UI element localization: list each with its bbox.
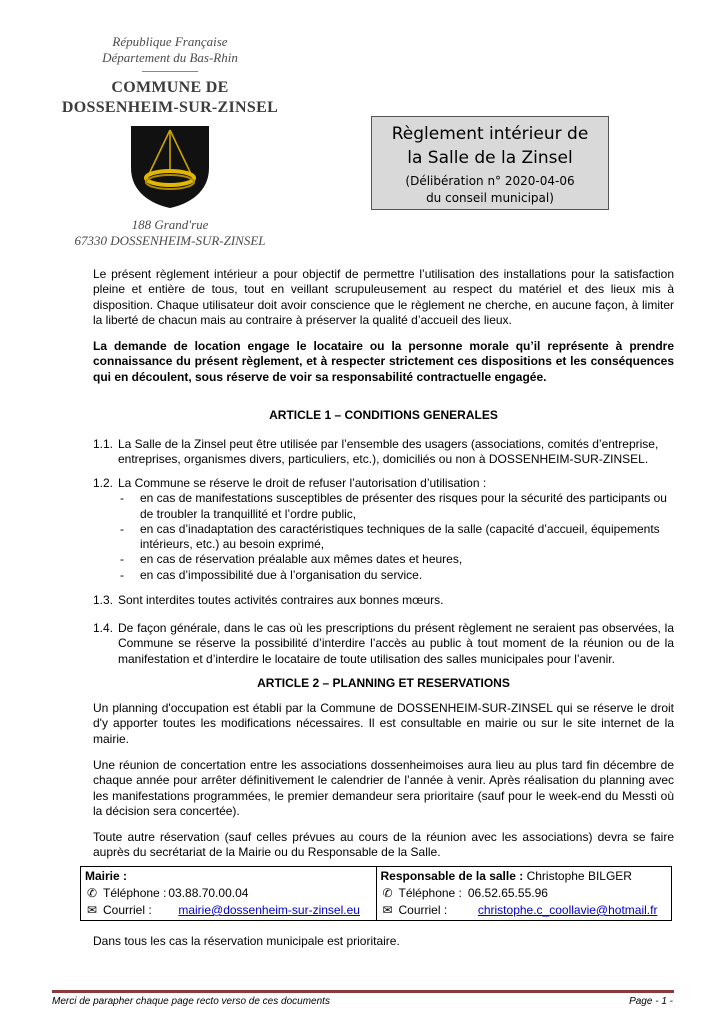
closing-note: Dans tous les cas la réservation municipale est prioritaire. — [93, 934, 400, 948]
document-title-box — [371, 116, 609, 210]
responsable-title: Responsable de la salle : — [380, 869, 524, 883]
article-1-heading: ARTICLE 1 – CONDITIONS GENERALES — [269, 408, 498, 422]
clause-number: 1.3. — [93, 593, 114, 607]
department-label: Département du Bas-Rhin — [102, 50, 238, 65]
mairie-mail-row — [85, 902, 372, 919]
clause-text: Sont interdites toutes activités contraires aux bonnes mœurs. — [118, 593, 444, 607]
responsable-contact-cell — [376, 867, 672, 921]
responsable-phone-value: 06.52.65.55.96 — [467, 886, 548, 900]
mairie-phone-value: 03.88.70.00.04 — [168, 886, 249, 900]
article-2-heading: ARTICLE 2 – PLANNING ET RESERVATIONS — [257, 676, 510, 690]
address-line-2: 67330 DOSSENHEIM-SUR-ZINSEL — [74, 233, 266, 248]
list-item: - en cas d’inadaptation des caractéristiques techniques de la salle (capacité d’accueil, équipements intérieurs, etc.) au besoin exprimé, — [93, 522, 674, 553]
clause-text: La Commune se réserve le droit de refuser l’autorisation d’utilisation : — [118, 476, 487, 490]
republic-label: République Française — [112, 34, 228, 49]
refusal-list — [93, 491, 674, 583]
mail-icon: ✉ — [382, 903, 393, 917]
mairie-contact-cell — [81, 867, 377, 921]
header-divider — [142, 71, 198, 72]
title-line-2: la Salle de la Zinsel — [407, 148, 573, 168]
mairie-email-link[interactable]: mairie@dossenheim-sur-zinsel.eu — [178, 903, 360, 917]
footer-divider — [52, 990, 674, 993]
list-item: - en cas de réservation préalable aux mêmes dates et heures, — [93, 552, 674, 567]
responsable-email-link[interactable]: christophe.c_coollavie@hotmail.fr — [477, 903, 658, 917]
mail-label: Courriel : — [398, 903, 448, 917]
coat-of-arms-icon — [129, 124, 211, 210]
address-line-1: 188 Grand'rue — [131, 217, 209, 232]
clause-number: 1.1. — [93, 437, 114, 451]
phone-icon: ✆ — [86, 886, 98, 900]
responsable-name: Christophe BILGER — [526, 869, 632, 883]
mail-label: Courriel : — [103, 903, 152, 917]
clause-number: 1.4. — [93, 621, 114, 635]
commune-header — [40, 34, 300, 249]
list-item: - en cas d’impossibilité due à l’organisation du service. — [93, 568, 674, 583]
intro-bold-paragraph: La demande de location engage le locataire ou la personne morale qu’il représente à prendre connaissance du présent règlement, et à respecter strictement ces dispositions et les conséquences qui en découlent, sous réserve de voir sa responsabilité contractuelle engagée. — [93, 339, 674, 384]
article-2-paragraph-1: Un planning d'occupation est établi par la Commune de DOSSENHEIM-SUR-ZINSEL qui se réserve le droit d'y apporter toutes les modifications nécessaires. Il est consultable en mairie ou sur le site internet de la mairie. — [93, 701, 674, 746]
phone-label: Téléphone : — [398, 886, 462, 900]
title-line-1: Règlement intérieur de — [391, 124, 589, 144]
list-item: - en cas de manifestations susceptibles de présenter des risques pour la sécurité des participants ou de troubler la tranquillité et l’ordre public, — [93, 491, 674, 522]
mairie-title: Mairie : — [85, 869, 128, 883]
article-2-paragraph-3: Toute autre réservation (sauf celles prévues au cours de la réunion avec les associations) devra se faire auprès du secrétariat de la Mairie ou du Responsable de la Salle. — [93, 830, 674, 860]
title-council: du conseil municipal) — [426, 191, 554, 205]
commune-name: DOSSENHEIM-SUR-ZINSEL — [61, 99, 279, 116]
responsable-phone-row — [381, 885, 668, 902]
clause-number: 1.2. — [93, 476, 114, 490]
page-number: Page - 1 - — [629, 996, 673, 1007]
article-1-1 — [93, 437, 674, 468]
phone-label: Téléphone : — [103, 886, 167, 900]
title-deliberation: (Délibération n° 2020-04-06 — [405, 174, 575, 188]
phone-icon: ✆ — [382, 886, 393, 900]
article-2-paragraph-2: Une réunion de concertation entre les associations dossenheimoises aura lieu au plus tard fin décembre de chaque année pour arrêter définitivement le calendrier de l’année à venir. Après réalisation du planning avec les manifestations programmées, le premier demandeur sera prioritaire (sauf pour le week-end du Messti où la décision sera concertée). — [93, 758, 674, 818]
article-1-4 — [93, 621, 674, 667]
clause-text: De façon générale, dans le cas où les prescriptions du présent règlement ne seraient pas observées, la Commune se réserve la possibilité d’interdire l’accès au public à tout moment de la réunion ou de la manifestation et d’interdire le locataire de toute utilisation des salles municipales pour l’avenir. — [118, 621, 674, 666]
intro-paragraph: Le présent règlement intérieur a pour objectif de permettre l’utilisation des installations pour la satisfaction pleine et entière de tous, tout en veillant scrupuleusement au respect du matériel et des lieux mis à disposition. Chaque utilisateur doit avoir conscience que le règlement ne cherche, en aucune façon, à limiter la liberté de chacun mais au contraire à préserver la qualité d’accueil des lieux. — [93, 267, 674, 327]
responsable-mail-row — [381, 902, 668, 919]
responsable-title-row — [381, 868, 668, 885]
article-1-2 — [93, 476, 674, 583]
mail-icon: ✉ — [86, 903, 98, 917]
commune-label: COMMUNE DE — [111, 79, 229, 96]
footer-note: Merci de parapher chaque page recto verso de ces documents — [52, 996, 330, 1007]
mairie-phone-row — [85, 885, 372, 902]
article-1-3 — [93, 593, 674, 608]
clause-text: La Salle de la Zinsel peut être utilisée par l’ensemble des usagers (associations, comités d’entreprise, entreprises, organismes divers, particuliers, etc.), domiciliés ou non à DOSSENHEIM-SUR-ZINSEL. — [118, 437, 659, 467]
contacts-table — [80, 866, 672, 921]
